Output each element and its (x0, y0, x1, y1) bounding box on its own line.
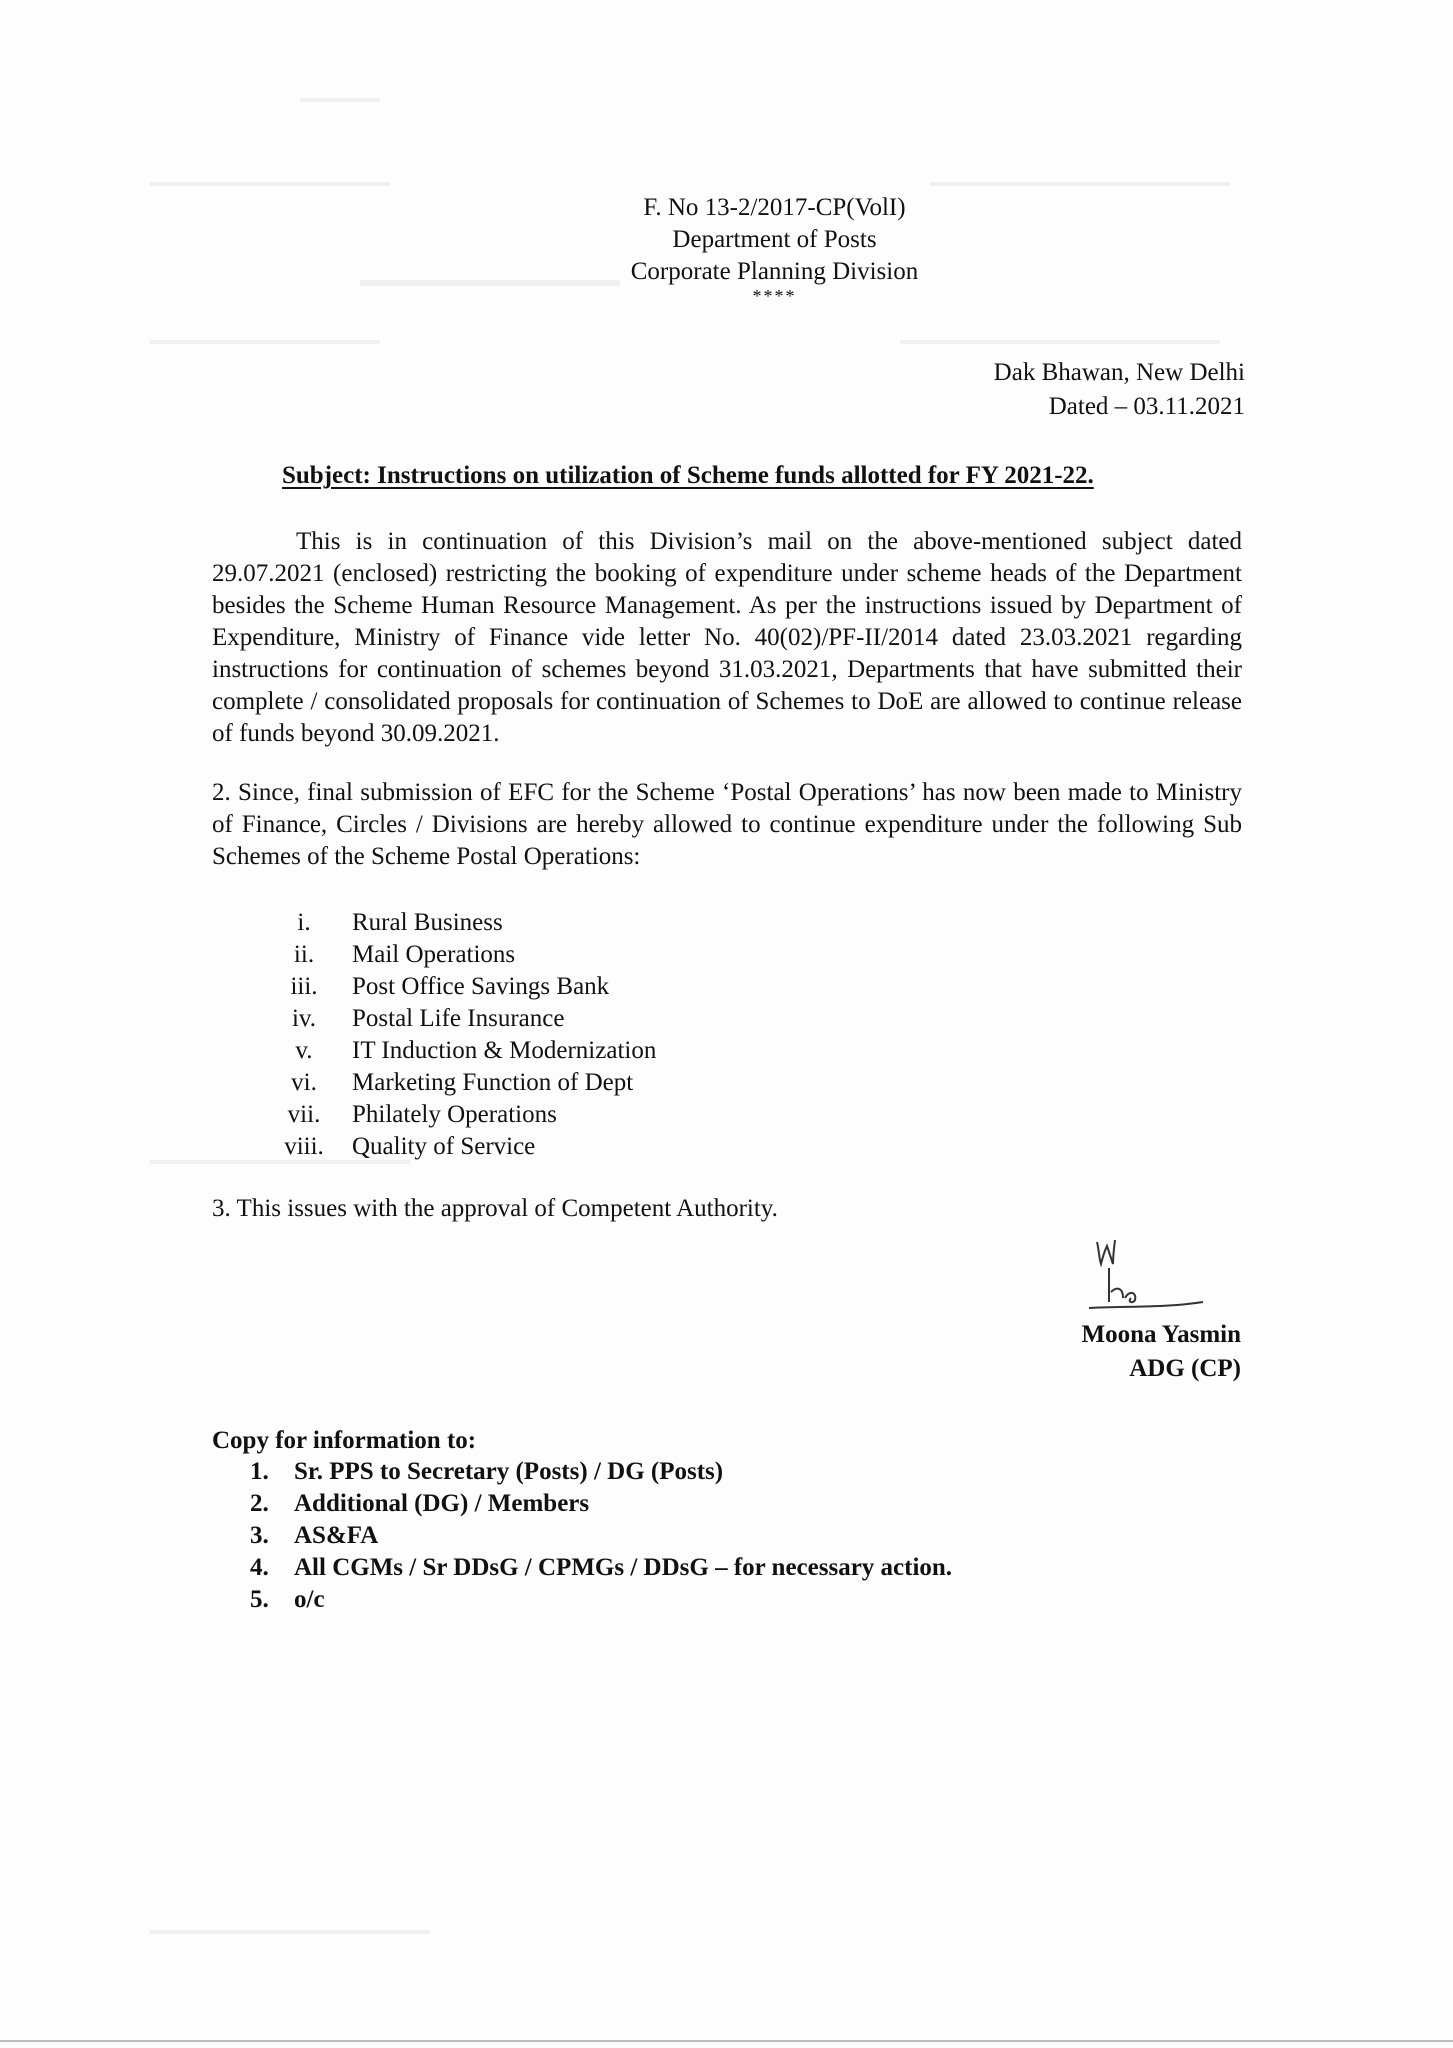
scan-artifact (150, 182, 390, 186)
date: Dated – 03.11.2021 (1048, 393, 1245, 420)
scan-artifact (930, 182, 1230, 186)
signatory-designation: ADG (CP) (1129, 1355, 1241, 1382)
location: Dak Bhawan, New Delhi (993, 359, 1245, 386)
sub-scheme-list (270, 907, 656, 1163)
list-item: v. IT Induction & Modernization (295, 1037, 657, 1064)
signatory-block (1081, 1318, 1241, 1386)
division-name: Corporate Planning Division (630, 258, 919, 285)
scan-edge-line (0, 2040, 1453, 2042)
list-item: iii. Post Office Savings Bank (290, 973, 610, 1000)
list-item: viii. Quality of Service (284, 1133, 536, 1160)
list-item: 5. o/c (250, 1586, 325, 1613)
scan-artifact (150, 1930, 430, 1934)
list-item: i. Rural Business (297, 909, 503, 936)
list-item: ii. Mail Operations (293, 941, 516, 968)
paragraph-2: 2. Since, final submission of EFC for the Scheme ‘Postal Operations’ has now been made to Ministry of Finance, Circles / Divisions are hereby allowed to continue expenditure under the following Sub Schemes of the Scheme Postal Operations: (212, 779, 1242, 870)
list-item: 3. AS&FA (250, 1522, 379, 1549)
list-item: iv. Postal Life Insurance (291, 1005, 565, 1032)
list-item: 1. Sr. PPS to Secretary (Posts) / DG (Posts) (250, 1458, 724, 1485)
list-item: 4. All CGMs / Sr DDsG / CPMGs / DDsG – for necessary action. (250, 1554, 953, 1581)
paragraph-3: 3. This issues with the approval of Competent Authority. (212, 1195, 778, 1222)
handwritten-signature (1085, 1228, 1215, 1318)
paragraph-1: This is in continuation of this Division’s mail on the above-mentioned subject dated 29.07.2021 (enclosed) restricting the booking of expenditure under scheme heads of the Department besides the Scheme Human Resource Management. As per the instructions issued by Department of Expenditure, Ministry of Finance vide letter No. 40(02)/PF-II/2014 dated 23.03.2021 regarding instructions for continuation of schemes beyond 31.03.2021, Departments that have submitted their complete / consolidated proposals for continuation of Schemes to DoE are allowed to continue release of funds beyond 30.09.2021. (212, 528, 1242, 747)
department-name: Department of Posts (672, 226, 877, 253)
subject-line: Subject: Instructions on utilization of Scheme funds allotted for FY 2021-22. (282, 462, 1094, 489)
scan-artifact (300, 98, 380, 102)
list-item: vi. Marketing Function of Dept (291, 1069, 634, 1096)
letter-header (48, 192, 1453, 304)
scan-artifact (150, 340, 380, 344)
copy-heading: Copy for information to: (212, 1427, 477, 1454)
place-and-date (994, 356, 1245, 424)
copy-recipient-list (250, 1456, 952, 1616)
file-number: F. No 13-2/2017-CP(VolI) (643, 194, 906, 221)
header-stars: **** (752, 286, 797, 306)
list-item: 2. Additional (DG) / Members (250, 1490, 590, 1517)
signatory-name: Moona Yasmin (1081, 1321, 1241, 1348)
list-item: vii. Philately Operations (287, 1101, 557, 1128)
scan-artifact (900, 340, 1220, 344)
